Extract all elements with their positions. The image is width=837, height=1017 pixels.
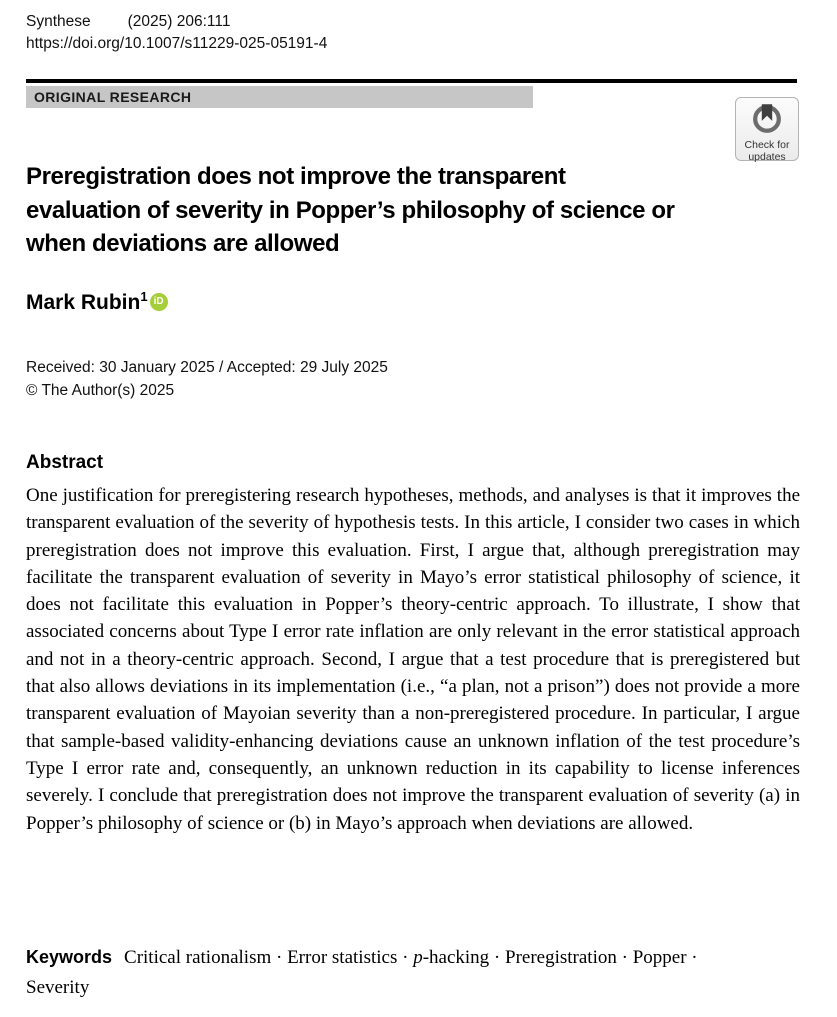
journal-header [26,11,327,55]
title-line: when deviations are allowed [26,230,340,257]
check-for-updates-badge[interactable] [735,97,799,161]
abstract-heading: Abstract [26,452,104,473]
abstract-section [26,450,800,837]
keyword-separator: · [686,947,698,968]
article-type-banner [26,86,533,108]
author-affiliation-superscript: 1 [140,289,148,304]
keyword: Critical rationalism [124,947,272,968]
keyword: p [413,947,423,968]
crossmark-icon [750,101,784,140]
keywords-label: Keywords [26,947,113,967]
check-for-updates-label: Check for updates [744,139,790,163]
abstract-body: One justification for preregistering research hypotheses, methods, and analyses is that it improves the transparent evaluation of the severity of hypothesis tests. In this article, I consider two cases in which preregistration does not improve this evaluation. First, I argue that, although preregistration may facilitate the transparent evaluation of severity in Mayo’s error statistical philosophy of science, it does not facilitate this evaluation in Popper’s theory-centric approach. To illustrate, I show that associated concerns about Type I error rate inflation are only relevant in the error statistical approach and not in a theory-centric approach. Second, I argue that a test procedure that is preregistered but that also allows deviations in its implementation (i.e., “a plan, not a prison”) does not provide a more transparent evaluation of Mayoian severity than a non-preregistered procedure. In particular, I argue that sample-based validity-enhancing deviations cause an unknown inflation of the test procedure’s Type I error rate and, consequently, an unknown reduction in its capability to license inferences severely. I conclude that preregistration does not improve the transparent evaluation of severity (a) in Popper’s philosophy of science or (b) in Mayo’s approach when deviations are allowed. [26,485,800,834]
keyword: Preregistration [505,947,617,968]
keyword-separator: · [616,947,633,968]
keyword: Error statistics [287,947,398,968]
author-row [26,289,168,316]
journal-volume-issue: (2025) 206:111 [127,13,231,30]
journal-name: Synthese [26,13,91,30]
received-accepted-line: Received: 30 January 2025 / Accepted: 29 July 2025 [26,359,388,376]
keyword-separator: · [489,947,505,968]
article-history [26,357,388,402]
doi-link[interactable]: https://doi.org/10.1007/s11229-025-05191-4 [26,35,328,52]
article-type-label: ORIGINAL RESEARCH [34,89,192,105]
journal-citation-line [26,11,327,33]
keywords-section [26,943,731,1002]
copyright-line: © The Author(s) 2025 [26,381,175,399]
header-rule [26,79,797,83]
title-line: evaluation of severity in Popper’s philosophy of science or [26,196,675,224]
title-line: Preregistration does not improve the transparent [26,163,566,190]
keywords-list [26,947,698,998]
keyword: -hacking [422,947,490,968]
orcid-icon[interactable]: iD [150,293,168,311]
keyword-separator: · [271,947,288,968]
keyword: Popper [632,947,687,968]
keyword-separator: · [397,947,414,968]
article-title [26,160,812,261]
keyword: Severity [26,976,90,998]
author-name: Mark Rubin [26,291,141,314]
